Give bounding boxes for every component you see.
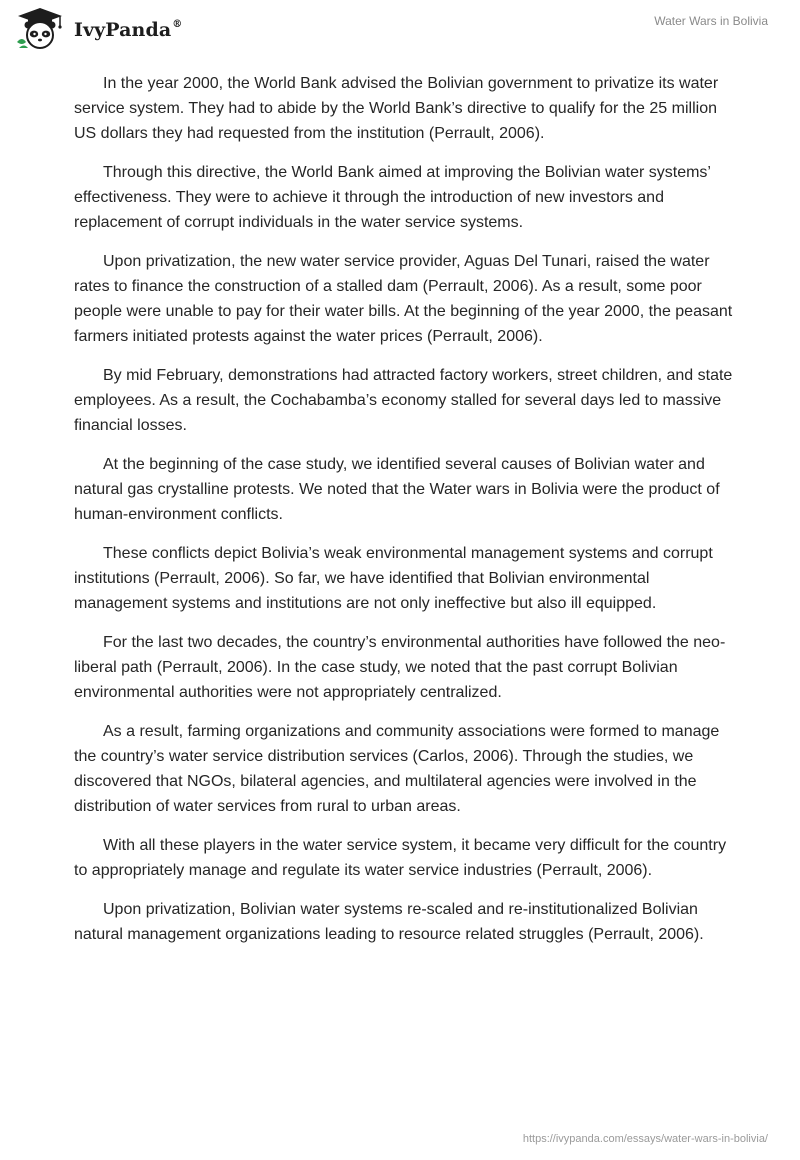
brand-logo[interactable]	[14, 6, 182, 50]
paragraph-2: Through this directive, the World Bank aimed at improving the Bolivian water systems’ effectiveness. They were to achieve it through the introduction of new investors and replacement of corrupt individuals in the water service systems.	[74, 164, 711, 231]
paragraph-6: These conflicts depict Bolivia’s weak environmental management systems and corrupt institutions (Perrault, 2006). So far, we have identified that Bolivian environmental management systems and institutions are not only ineffective but also ill equipped.	[74, 545, 713, 612]
paragraph-1: In the year 2000, the World Bank advised the Bolivian government to privatize its water service system. They had to abide by the World Bank’s directive to qualify for the 25 million US dollars they had requested from the institution (Perrault, 2006).	[74, 75, 719, 142]
paragraph-4: By mid February, demonstrations had attracted factory workers, street children, and state employees. As a result, the Cochabamba’s economy stalled for several days led to massive financial losses.	[74, 367, 733, 434]
paragraph-9: With all these players in the water service system, it became very difficult for the country to appropriately manage and regulate its water service industries (Perrault, 2006).	[74, 837, 727, 879]
paragraph-8: As a result, farming organizations and community associations were formed to manage the country’s water service distribution services (Carlos, 2006). Through the studies, we discovered that NGOs, bilateral agencies, and multilateral agencies were involved in the distribution of water services from rural to urban areas.	[74, 723, 720, 815]
panda-graduate-icon	[14, 6, 66, 50]
essay-body	[74, 71, 734, 961]
paragraph-10: Upon privatization, Bolivian water systems re-scaled and re-institutionalized Bolivian natural management organizations leading to resource related struggles (Perrault, 2006).	[74, 901, 704, 943]
paragraph-7: For the last two decades, the country’s environmental authorities have followed the neo-liberal path (Perrault, 2006). In the case study, we noted that the past corrupt Bolivian environmental authorities were not appropriately centralized.	[74, 634, 726, 701]
registered-mark: ®	[172, 18, 183, 30]
paragraph-5: At the beginning of the case study, we identified several causes of Bolivian water and natural gas crystalline protests. We noted that the Water wars in Bolivia were the product of human-environment conflicts.	[74, 456, 720, 523]
paragraph-3: Upon privatization, the new water service provider, Aguas Del Tunari, raised the water rates to finance the construction of a stalled dam (Perrault, 2006). As a result, some poor people were unable to pay for their water bills. At the beginning of the year 2000, the peasant farmers initiated protests against the water prices (Perrault, 2006).	[74, 253, 733, 345]
document-title: Water Wars in Bolivia	[654, 14, 768, 28]
brand-name: IvyPanda®	[74, 18, 183, 41]
page-header	[0, 0, 800, 60]
source-url-link[interactable]: https://ivypanda.com/essays/water-wars-in-bolivia/	[522, 1133, 768, 1145]
